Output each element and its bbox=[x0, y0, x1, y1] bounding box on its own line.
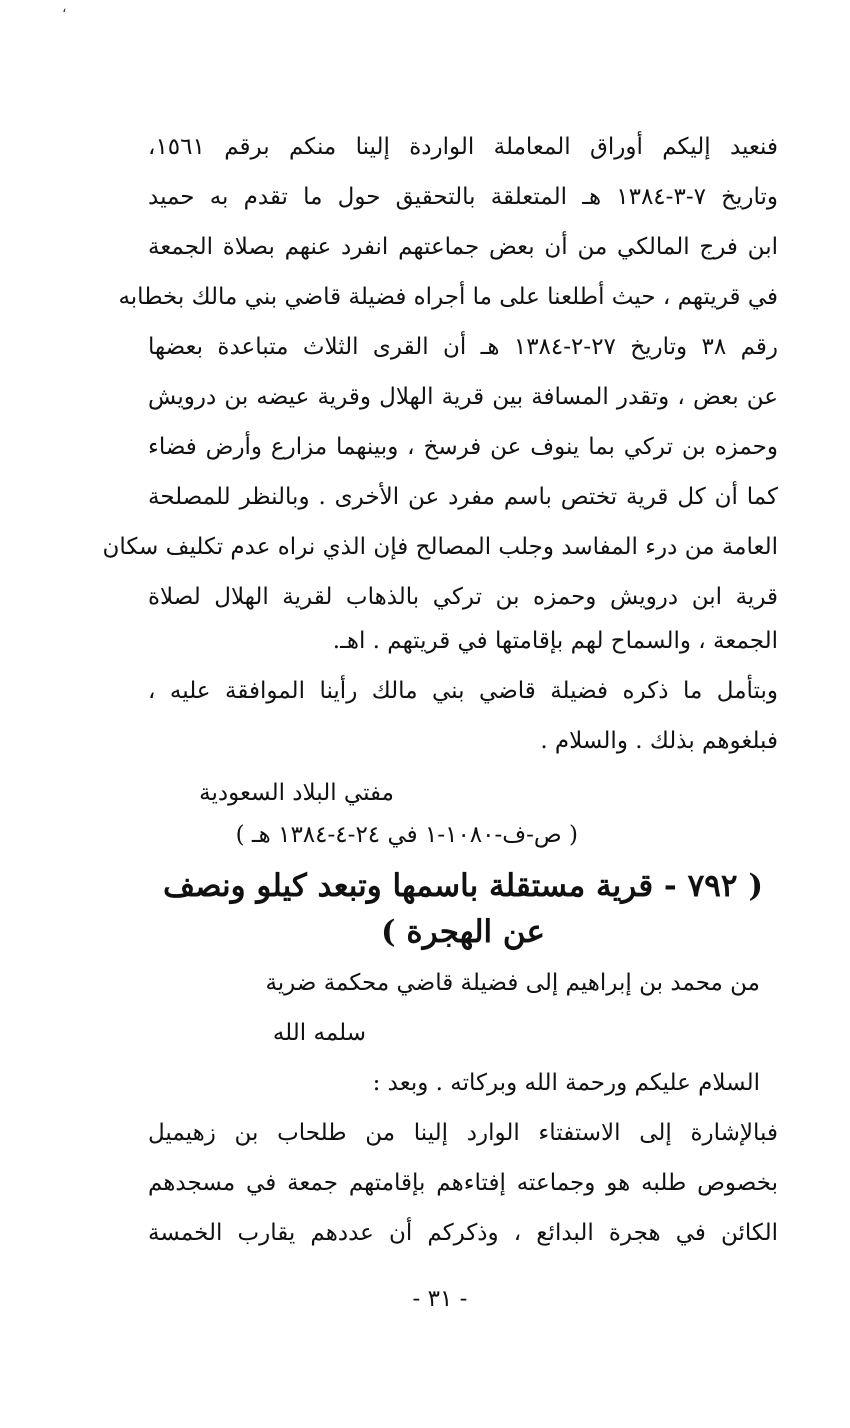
paragraph-2-line: وبتأمل ما ذكره فضيلة قاضي بني مالك رأينا الموافقة عليه ، bbox=[148, 678, 778, 704]
address-line: سلمه الله bbox=[272, 1020, 366, 1046]
paragraph-1-line: رقم ٣٨ وتاريخ ٢٧-٢-١٣٨٤ هـ أن القرى الثلاث متباعدة بعضها bbox=[148, 334, 778, 360]
paragraph-1-line: قرية ابن درويش وحمزه بن تركي بالذهاب لقرية الهلال لصلاة bbox=[148, 584, 778, 610]
paragraph-1-line: وتاريخ ٧-٣-١٣٨٤ هـ المتعلقة بالتحقيق حول ما تقدم به حميد bbox=[148, 184, 778, 210]
paragraph-1-line: فنعيد إليكم أوراق المعاملة الواردة إلينا منكم برقم ١٥٦١، bbox=[148, 134, 778, 160]
signature: مفتي البلاد السعودية bbox=[199, 780, 394, 806]
section-heading-line-2: عن الهجرة ) bbox=[380, 914, 546, 950]
reference-number: ( ص-ف-١٠٨٠-١ في ٢٤-٤-١٣٨٤ هـ ) bbox=[235, 822, 578, 848]
paragraph-3-line: فبالإشارة إلى الاستفتاء الوارد إلينا من طلحاب بن زهيميل bbox=[148, 1120, 778, 1146]
paragraph-1-line: العامة من درء المفاسد وجلب المصالح فإن الذي نراه عدم تكليف سكان bbox=[102, 534, 778, 560]
paragraph-3-line: الكائن في هجرة البدائع ، وذكركم أن عددهم يقارب الخمسة bbox=[148, 1220, 778, 1246]
page-number: - ٣١ - bbox=[412, 1286, 468, 1312]
paragraph-3-line: بخصوص طلبه هو وجماعته إفتاءهم بإقامتهم جمعة في مسجدهم bbox=[148, 1170, 778, 1196]
corner-mark: ، bbox=[62, 0, 67, 16]
paragraph-1-line: عن بعض ، وتقدر المسافة بين قرية الهلال وقرية عيضه بن درويش bbox=[148, 384, 778, 410]
address-line: من محمد بن إبراهيم إلى فضيلة قاضي محكمة ضرية bbox=[265, 970, 760, 996]
paragraph-1-line: وحمزه بن تركي بما ينوف عن فرسخ ، وبينهما مزارع وأرض فضاء bbox=[148, 434, 778, 460]
paragraph-2-line: فبلغوهم بذلك . والسلام . bbox=[540, 728, 778, 754]
paragraph-1-line: الجمعة ، والسماح لهم بإقامتها في قريتهم . اهـ. bbox=[332, 628, 778, 654]
greeting: السلام عليكم ورحمة الله وبركاته . وبعد : bbox=[372, 1070, 760, 1096]
paragraph-1-line: ابن فرج المالكي من أن بعض جماعتهم انفرد عنهم بصلاة الجمعة bbox=[148, 234, 778, 260]
paragraph-1-line: في قريتهم ، حيث أطلعنا على ما أجراه فضيلة قاضي بني مالك بخطابه bbox=[118, 284, 778, 310]
section-heading-line-1: ( ٧٩٢ - قرية مستقلة باسمها وتبعد كيلو ونصف bbox=[162, 868, 764, 904]
paragraph-1-line: كما أن كل قرية تختص باسم مفرد عن الأخرى . وبالنظر للمصلحة bbox=[148, 484, 778, 510]
